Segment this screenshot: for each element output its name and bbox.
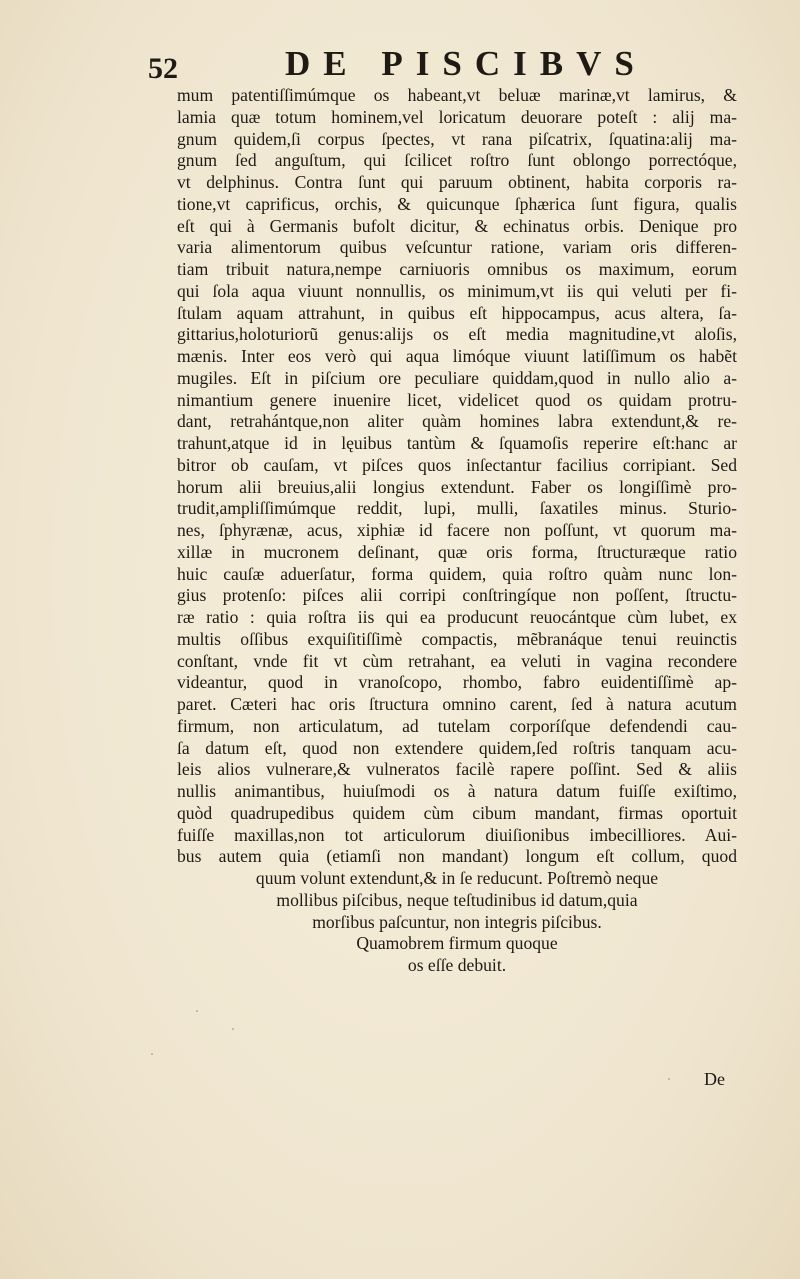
text-line: lamia quæ totum hominem,vel loricatum deuorare poteſt : alij ma- [177, 106, 737, 127]
text-line: videantur, quod in vranoſcopo, rhombo, fabro euidentiſſimè ap- [177, 672, 737, 693]
text-line: tiam tribuit natura,nempe carniuoris omnibus os maximum, eorum [177, 259, 737, 279]
text-line: morſibus paſcuntur, non integris piſcibus. [312, 911, 602, 932]
text-line: huic cauſæ aduerſatur, forma quidem, quia roſtro quàm nunc lon- [177, 563, 737, 584]
paper-speck [151, 1053, 153, 1055]
text-line: gius protenſo: piſces alii corripi conſtringíque non poſſent, ſtructu- [177, 585, 737, 606]
text-line: ræ ratio : quia roſtra iis qui ea producunt reuocántque cùm lubet, ex [177, 607, 737, 627]
text-line: tione,vt caprificus, orchis, & quicunque ſphærica ſunt figura, qualis [177, 193, 737, 214]
paper-speck [196, 1010, 198, 1012]
text-line: horum alii breuius,alii longius extendunt. Faber os longiſſimè pro- [177, 476, 737, 497]
text-line: os eſſe debuit. [407, 955, 507, 975]
text-line: conſtant, vnde fit vt cùm retrahant, ea veluti in vagina recondere [177, 650, 737, 671]
text-line: trahunt,atque id in lęuibus tantùm & ſquamoſis reperire eſt:hanc ar [177, 433, 737, 453]
text-line: dant, retrahántque,non aliter quàm homines labra extendunt,& re- [177, 411, 737, 432]
body-text [177, 85, 737, 977]
text-line: bitror ob cauſam, vt piſces quos inſectantur facilius corripiant. Sed [177, 454, 737, 475]
text-line: bus autem quia (etiamſi non mandant) longum eſt collum, quod [177, 846, 737, 867]
text-line: eſt qui à Germanis bufolt dicitur, & echinatus orbis. Denique pro [177, 215, 737, 236]
text-line: leis alios vulnerare,& vulneratos facilè rapere poſſint. Sed & aliis [177, 759, 737, 780]
text-line: qui ſola aqua viuunt nonnullis, os minimum,vt iis qui veluti per fi- [177, 280, 737, 301]
text-line: mugiles. Eſt in piſcium ore peculiare quiddam,quod in nullo alio a- [177, 367, 737, 388]
text-line: varia alimentorum quibus veſcuntur ratione, variam oris differen- [177, 237, 737, 258]
text-line: mænis. Inter eos verò qui aqua limóque viuunt latiſſimum os habẽt [177, 346, 737, 366]
text-line: Quamobrem firmum quoque [356, 933, 558, 954]
paper-speck [668, 1078, 670, 1080]
text-line: gittarius,holoturiorũ genus:alijs os eſt media magnitudine,vt aloſis, [177, 324, 737, 345]
text-line: xillæ in mucronem deſinant, quæ oris forma, ſtructuræque ratio [177, 541, 737, 562]
text-line: gnum quidem,ſi corpus ſpectes, vt rana piſcatrix, ſquatina:alij ma- [177, 128, 737, 149]
text-line: mum patentiſſimúmque os habeant,vt beluæ marinæ,vt lamirus, & [177, 85, 737, 105]
text-line: gnum ſed anguſtum, qui ſcilicet roſtro ſunt oblongo porrectóque, [177, 150, 737, 171]
text-line: paret. Cæteri hac oris ſtructura omnino carent, ſed à natura acutum [177, 694, 737, 714]
text-line: quum volunt extendunt,& in ſe reducunt. Poſtremò neque [255, 868, 659, 888]
text-line: vt delphinus. Contra ſunt qui paruum obtinent, habita corporis ra- [177, 172, 737, 192]
text-line: multis oſſibus exquiſitiſſimè compactis, mẽbranáque tenui reuinctis [177, 628, 737, 649]
text-line: firmum, non articulatum, ad tutelam corporíſque defendendi cau- [177, 715, 737, 736]
paper-speck [232, 1028, 234, 1030]
text-line: quòd quadrupedibus quidem cùm cibum mandant, firmas oportuit [177, 802, 737, 823]
text-line: mollibus piſcibus, neque teſtudinibus id datum,quia [276, 889, 638, 910]
text-line: ſa datum eſt, quod non extendere quidem,ſed roſtris tanquam acu- [177, 737, 737, 758]
catchword: De [704, 1069, 725, 1089]
text-line: nimantium genere inuenire licet, videlicet quod os quidam protru- [177, 389, 737, 410]
text-line: trudit,ampliſſimúmque reddit, lupi, mulli, ſaxatiles minus. Sturio- [177, 498, 737, 519]
page-number: 52 [148, 52, 178, 85]
running-title: DE PISCIBVS [285, 44, 647, 83]
text-line: ſtulam aquam attrahunt, in quibus eſt hippocampus, acus altera, ſa- [177, 302, 737, 323]
text-line: nes, ſphyrænæ, acus, xiphiæ id facere non poſſunt, vt quorum ma- [177, 520, 737, 540]
text-line: nullis animantibus, huiuſmodi os à natura datum fuiſſe exiſtimo, [177, 781, 737, 801]
text-line: fuiſſe maxillas,non tot articulorum diuiſionibus imbecilliores. Aui- [177, 824, 737, 845]
